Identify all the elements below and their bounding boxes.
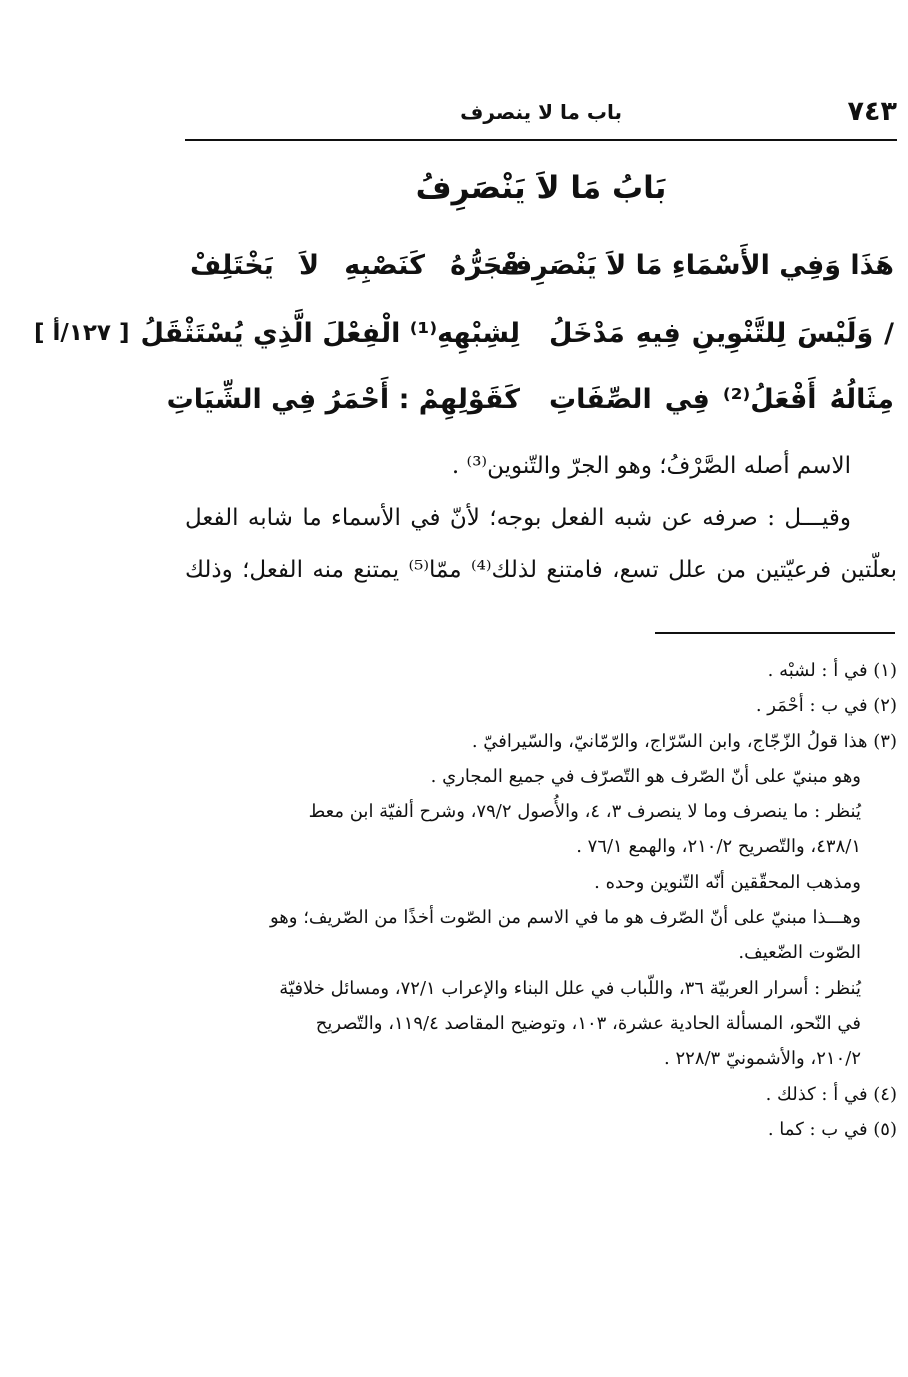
chapter-title: بَابُ مَا لاَ يَنْصَرِفُ [415,170,667,206]
verse-second-hemistich: كَقَوْلِهِمْ : أَحْمَرُ فِي الشِّيَاتِ [166,384,520,415]
footnote-line: ٢١٠/٢، والأشمونيّ ٢٢٨/٣ . [664,1048,861,1070]
running-title: باب ما لا ينصرف [460,100,622,124]
verse-first-hemistich: مِثَالُهُ أَفْعَلُ⁽²⁾ فِي الصِّفَاتِ [549,384,894,415]
commentary-line: وقيـــل : صرفه عن شبه الفعل بوجه؛ لأنّ في الأسماء ما شابه الفعل [185,505,851,531]
verse-second-hemistich: فَجَرُّهُ كَنَصْبِهِ لاَ يَخْتَلِفْ [190,250,520,281]
footnote-line: (٤) في أ : كذلك . [765,1083,897,1105]
footnote-line: في النّحو، المسألة الحادية عشرة، ١٠٣، وتوضيح المقاصد ١١٩/٤، والتّصريح [315,1012,861,1034]
page-number: ٧٤٣ [847,96,897,127]
commentary-line: بعلّتين فرعيّتين من علل تسع، فامتنع لذلك⁽⁴⁾ ممّا⁽⁵⁾ يمتنع منه الفعل؛ وذلك [185,557,898,583]
commentary-text [185,440,897,596]
verse-line [140,318,894,366]
footnotes [185,653,897,1147]
footnote-line: (٥) في ب : كما . [767,1118,897,1140]
footnote-line: ٤٣٨/١، والتّصريح ٢١٠/٢، والهمع ٧٦/١ . [576,836,861,858]
footnote-line: (٣) هذا قولُ الزّجّاج، وابن السّرّاج، والرّمّانيّ، والسّيرافيّ . [471,730,897,752]
footnote-line: (٢) في ب : أحْمَر . [755,695,897,717]
footnote-line: وهو مبنيّ على أنّ الصّرف هو التّصرّف في جميع المجاري . [430,765,861,787]
footnote-line: الصّوت الضّعيف. [738,942,861,964]
running-head [185,96,897,136]
footnote-line: (١) في أ : لشبْه . [767,660,897,681]
footnote-line: وهـــذا مبنيّ على أنّ الصّرف هو ما في الاسم من الصّوت أخذًا من الصّريف؛ وهو [269,907,861,929]
verse-line [166,384,894,432]
commentary-line: الاسم أصله الصَّرْفُ؛ وهو الجرّ والتّنوين⁽³⁾ . [451,453,851,479]
verse-first-hemistich: هَذَا وَفِي الأَسْمَاءِ مَا لاَ يَنْصَرِفْ [500,250,894,281]
footnote-separator [655,632,895,634]
verse-second-hemistich: لِشِبْهِهِ⁽¹⁾ الْفِعْلَ الَّذِي يُسْتَثْقَلُ [140,318,520,349]
footnote-line: يُنظر : أسرار العربيّة ٣٦، واللّباب في علل البناء والإعراب ٧٢/١، ومسائل خلافيّة [279,977,861,999]
footnote-line: يُنظر : ما ينصرف وما لا ينصرف ٣، ٤، والأُصول ٧٩/٢، وشرح ألفيّة ابن معط [308,801,861,823]
manuscript-folio-ref: [ ١٢٧/أ ] [34,320,130,346]
verse-first-hemistich: / وَلَيْسَ لِلتَّنْوِينِ فِيهِ مَدْخَلُ [549,318,894,349]
header-rule [185,139,897,141]
verse-line [190,250,894,298]
footnote-line: ومذهب المحقّقين أنّه التّنوين وحده . [594,871,861,893]
